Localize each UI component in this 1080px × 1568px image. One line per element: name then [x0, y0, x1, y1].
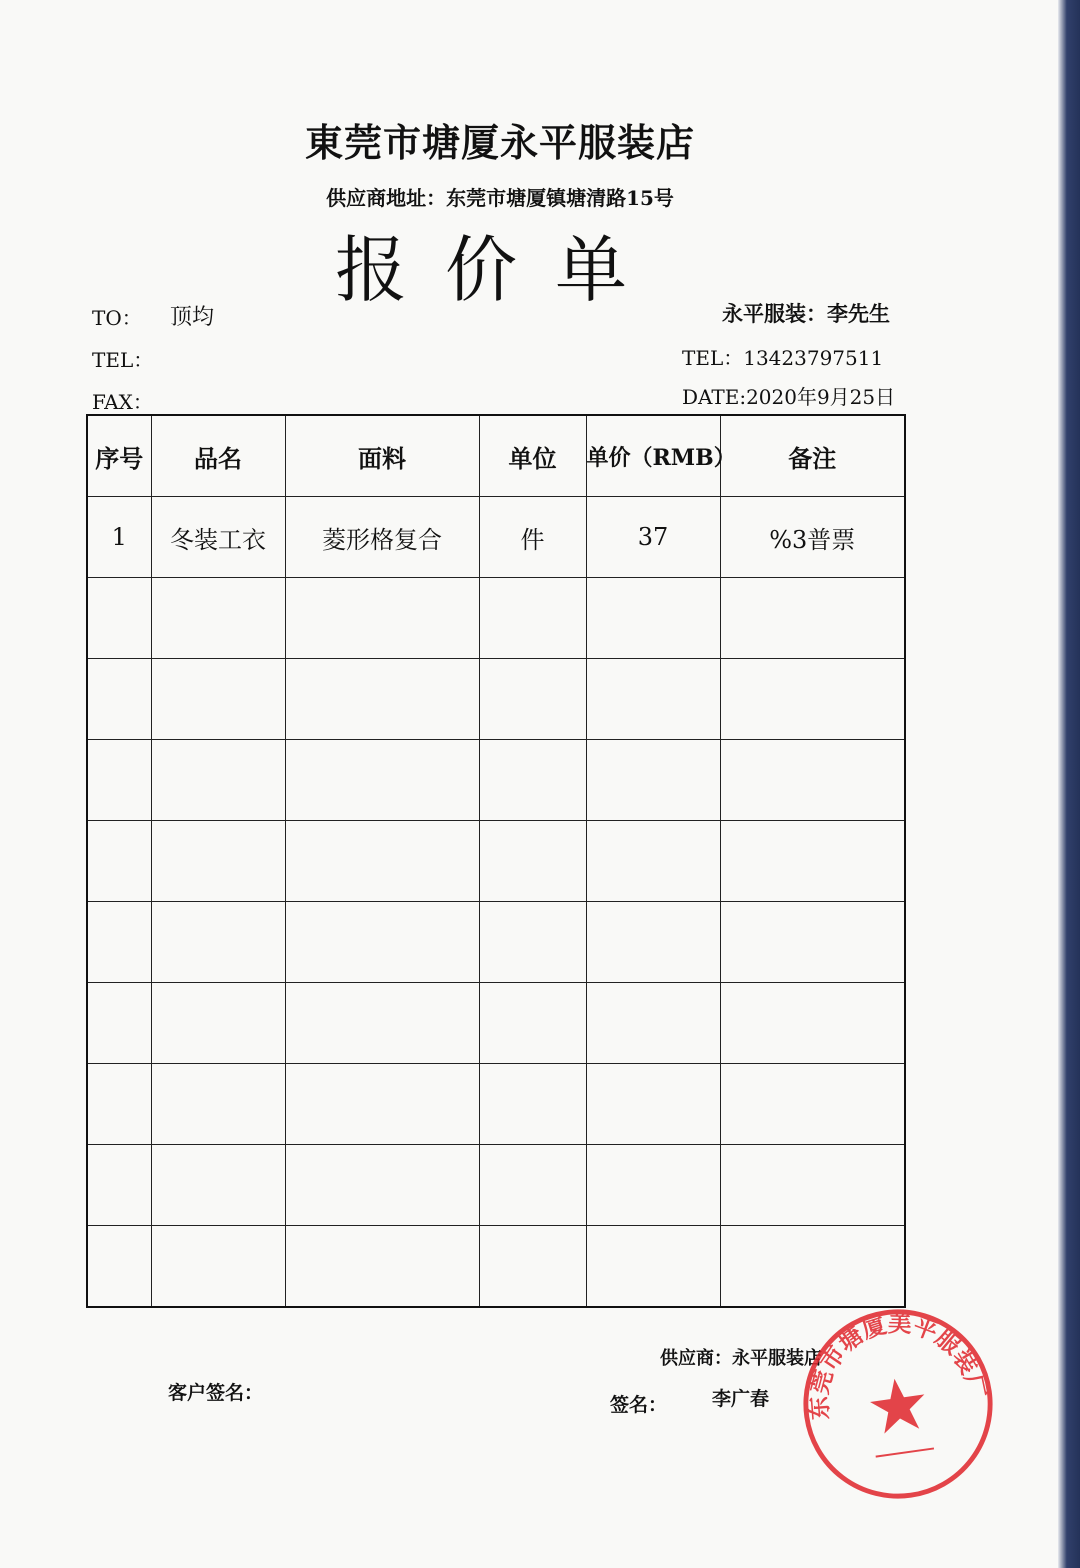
cell-fabric	[285, 821, 479, 902]
cell-index	[87, 983, 151, 1064]
cell-remarks	[720, 1064, 905, 1145]
cell-fabric	[285, 902, 479, 983]
supplier-address: 供应商地址：东莞市塘厦镇塘清路15号	[326, 186, 674, 210]
quotation-table	[86, 414, 906, 1308]
cell-unit	[479, 821, 586, 902]
cell-fabric	[285, 1145, 479, 1226]
cell-unit	[479, 983, 586, 1064]
cell-fabric	[285, 740, 479, 821]
table-row	[87, 1145, 905, 1226]
quote-date: DATE:2020年9月25日	[682, 385, 896, 409]
cell-product	[151, 578, 285, 659]
table-row	[87, 497, 905, 578]
table-row	[87, 1064, 905, 1145]
cell-index	[87, 1226, 151, 1308]
column-header-fabric: 面料	[285, 415, 479, 497]
cell-product	[151, 1145, 285, 1226]
stamp-text: 东莞市塘厦美平服装厂	[804, 1309, 991, 1421]
cell-unit	[479, 1064, 586, 1145]
supplier-signature-label: 签名：	[610, 1394, 668, 1416]
cell-index	[87, 659, 151, 740]
table-header-row	[87, 415, 905, 497]
cell-unit-price	[586, 578, 720, 659]
cell-remarks: %3普票	[720, 497, 905, 578]
column-header-product: 品名	[151, 415, 285, 497]
cell-unit	[479, 902, 586, 983]
table-row	[87, 983, 905, 1064]
supplier-contact: 永平服装：李先生	[722, 301, 890, 326]
cell-index	[87, 740, 151, 821]
customer-signature-label: 客户签名：	[168, 1382, 264, 1404]
cell-unit: 件	[479, 497, 586, 578]
cell-unit	[479, 1145, 586, 1226]
supplier-signature: 李广春	[712, 1388, 770, 1410]
cell-index	[87, 1064, 151, 1145]
cell-index: 1	[87, 497, 151, 578]
cell-unit-price	[586, 902, 720, 983]
cell-product	[151, 659, 285, 740]
cell-product	[151, 740, 285, 821]
cell-unit	[479, 740, 586, 821]
background-edge	[1058, 0, 1080, 1568]
cell-unit-price	[586, 740, 720, 821]
cell-index	[87, 578, 151, 659]
cell-fabric	[285, 659, 479, 740]
cell-remarks	[720, 1145, 905, 1226]
cell-remarks	[720, 983, 905, 1064]
cell-remarks	[720, 740, 905, 821]
company-seal-stamp	[787, 1293, 1008, 1514]
cell-product	[151, 1226, 285, 1308]
to-value: 顶均	[170, 305, 215, 330]
cell-unit	[479, 1226, 586, 1308]
column-header-unit-price: 单价（RMB）	[586, 415, 720, 497]
cell-remarks	[720, 902, 905, 983]
table-row	[87, 740, 905, 821]
cell-product	[151, 902, 285, 983]
cell-index	[87, 902, 151, 983]
column-header-index: 序号	[87, 415, 151, 497]
cell-unit	[479, 659, 586, 740]
cell-unit	[479, 578, 586, 659]
table-row	[87, 821, 905, 902]
cell-remarks	[720, 659, 905, 740]
supplier-name: 供应商：永平服装店	[660, 1348, 822, 1369]
to-label: TO：	[92, 306, 142, 330]
company-title: 東莞市塘厦永平服装店	[304, 120, 695, 165]
table-row	[87, 659, 905, 740]
cell-index	[87, 1145, 151, 1226]
tel-label: TEL：	[92, 348, 154, 372]
cell-remarks	[720, 821, 905, 902]
cell-fabric	[285, 983, 479, 1064]
document-title: 报价单	[334, 228, 665, 312]
cell-remarks	[720, 1226, 905, 1308]
table-row	[87, 1226, 905, 1308]
cell-product	[151, 983, 285, 1064]
cell-fabric: 菱形格复合	[285, 497, 479, 578]
cell-unit-price: 37	[586, 497, 720, 578]
cell-index	[87, 821, 151, 902]
cell-product	[151, 1064, 285, 1145]
column-header-unit: 单位	[479, 415, 586, 497]
cell-unit-price	[586, 659, 720, 740]
cell-remarks	[720, 578, 905, 659]
cell-fabric	[285, 578, 479, 659]
cell-product: 冬装工衣	[151, 497, 285, 578]
cell-fabric	[285, 1226, 479, 1308]
cell-unit-price	[586, 1145, 720, 1226]
cell-unit-price	[586, 1226, 720, 1308]
cell-unit-price	[586, 821, 720, 902]
cell-fabric	[285, 1064, 479, 1145]
column-header-remarks: 备注	[720, 415, 905, 497]
fax-label: FAX：	[92, 390, 153, 414]
supplier-tel: TEL：13423797511	[682, 346, 884, 370]
cell-unit-price	[586, 1064, 720, 1145]
table-row	[87, 902, 905, 983]
table-row	[87, 578, 905, 659]
cell-product	[151, 821, 285, 902]
cell-unit-price	[586, 983, 720, 1064]
